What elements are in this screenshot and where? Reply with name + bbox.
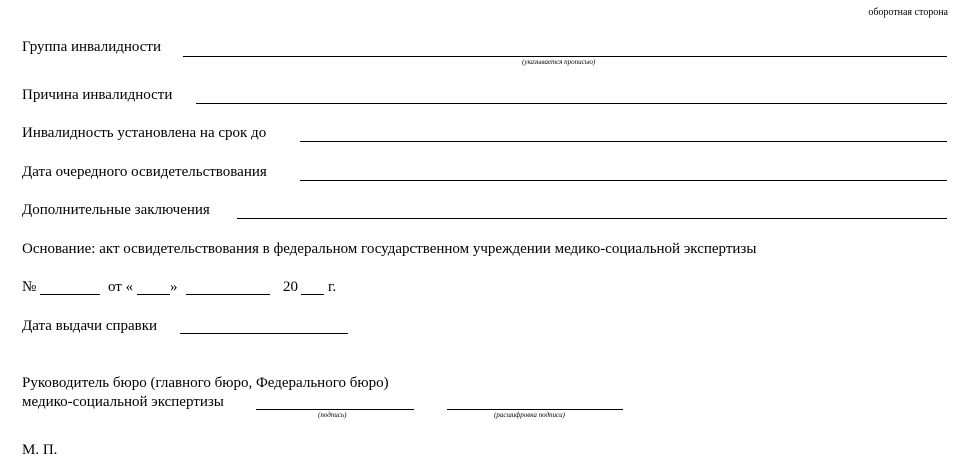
signature-decode-hint: (расшифровка подписи): [494, 411, 565, 419]
stamp-label: М. П.: [22, 442, 58, 458]
term-label: Инвалидность установлена на срок до: [22, 125, 267, 141]
year-suffix: г.: [328, 279, 337, 295]
quote-close: »: [170, 279, 178, 295]
act-number-field[interactable]: [40, 294, 100, 295]
from-label: от «: [108, 279, 134, 295]
issue-date-field[interactable]: [180, 333, 348, 334]
signature-hint: (подпись): [318, 411, 347, 419]
basis-text: Основание: акт освидетельствования в федеральном государственном учреждении медико-социальной экспертизы: [22, 241, 757, 257]
side-note: оборотная сторона: [868, 7, 948, 18]
group-field[interactable]: [183, 56, 947, 57]
additional-field[interactable]: [237, 218, 947, 219]
next-exam-field[interactable]: [300, 180, 947, 181]
reason-label: Причина инвалидности: [22, 87, 173, 103]
group-label: Группа инвалидности: [22, 39, 162, 55]
issue-date-label: Дата выдачи справки: [22, 318, 158, 334]
signature-role-line1: Руководитель бюро (главного бюро, Федерального бюро): [22, 375, 389, 391]
act-day-field[interactable]: [137, 294, 170, 295]
act-year-field[interactable]: [301, 294, 324, 295]
number-sign: №: [22, 279, 37, 295]
next-exam-label: Дата очередного освидетельствования: [22, 164, 267, 180]
signature-field[interactable]: [256, 409, 414, 410]
term-field[interactable]: [300, 141, 947, 142]
signature-decode-field[interactable]: [447, 409, 623, 410]
group-hint: (указывается прописью): [522, 58, 596, 66]
reason-field[interactable]: [196, 103, 947, 104]
year-prefix: 20: [283, 279, 298, 295]
act-month-field[interactable]: [186, 294, 270, 295]
additional-label: Дополнительные заключения: [22, 202, 210, 218]
signature-role-line2: медико-социальной экспертизы: [22, 394, 224, 410]
